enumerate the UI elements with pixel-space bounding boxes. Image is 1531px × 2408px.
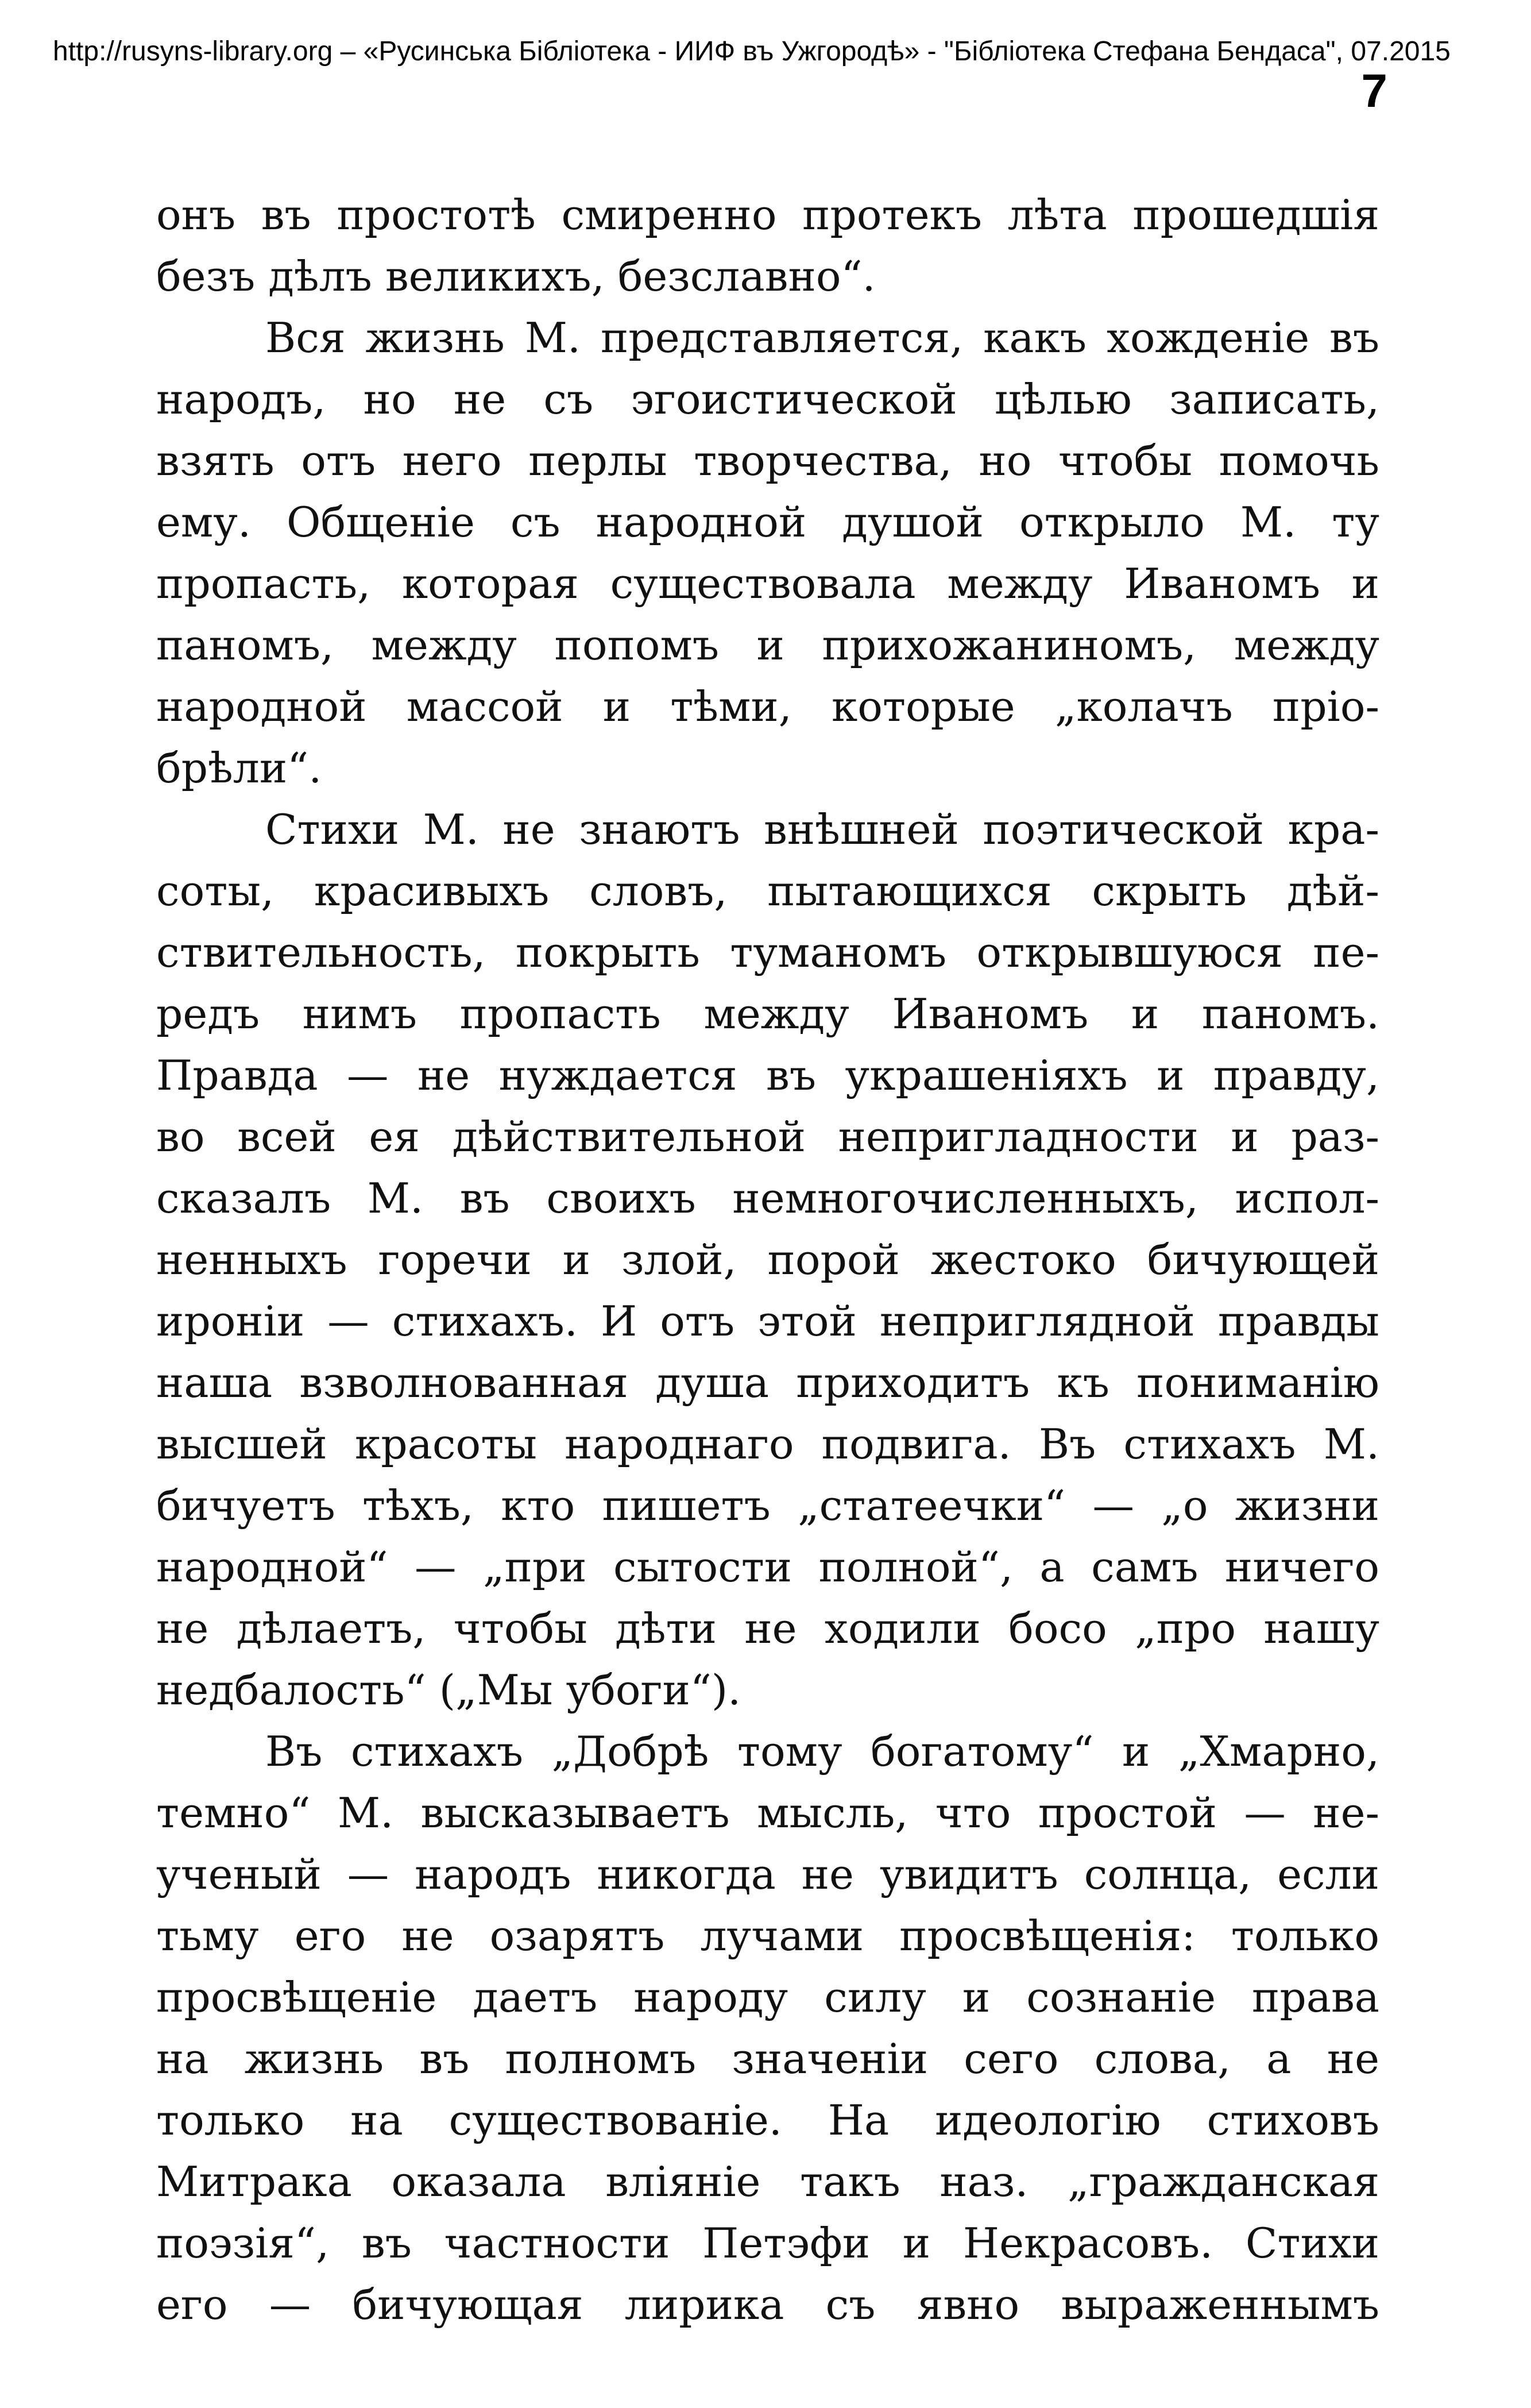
text-line: сказалъ М. въ своихъ немногочисленныхъ, испол- — [156, 1175, 1379, 1223]
text-line: брѣли“. — [156, 744, 322, 793]
text-line: пропасть, которая существовала между Иваномъ и — [156, 560, 1379, 608]
text-line: ему. Общеніе съ народной душой открыло М. ту — [156, 499, 1379, 547]
body-text — [156, 185, 1379, 2336]
text-line: Стихи М. не знаютъ внѣшней поэтической кра- — [265, 806, 1379, 854]
text-line: Митрака оказала вліяніе такъ наз. „гражданская — [156, 2158, 1379, 2206]
text-line: ироніи — стихахъ. И отъ этой неприглядной правды — [156, 1298, 1379, 1346]
text-line: паномъ, между попомъ и прихожаниномъ, между — [156, 622, 1379, 670]
text-line: во всей ея дѣйствительной непригладности и раз- — [156, 1113, 1379, 1161]
text-line: только на существованіе. На идеологію стиховъ — [156, 2097, 1379, 2145]
text-line: Вся жизнь М. представляется, какъ хожденіе въ — [265, 314, 1379, 362]
text-line: Въ стихахъ „Добрѣ тому богатому“ и „Хмарно, — [265, 1728, 1379, 1776]
text-line: недбалость“ („Мы убоги“). — [156, 1666, 741, 1715]
paragraph-1 — [156, 185, 1379, 308]
paragraph-2 — [156, 308, 1379, 800]
text-line: темно“ М. высказываетъ мысль, что простой — не- — [156, 1789, 1379, 1838]
text-line: соты, красивыхъ словъ, пытающихся скрыть дѣй- — [156, 867, 1379, 916]
text-line: просвѣщеніе даетъ народу силу и сознаніе права — [156, 1974, 1379, 2022]
paragraph-3 — [156, 800, 1379, 1722]
paragraph-4 — [156, 1722, 1379, 2336]
text-line: народъ, но не съ эгоистической цѣлью записать, — [156, 376, 1379, 424]
text-line: народной массой и тѣми, которые „колачъ прio- — [156, 683, 1379, 731]
text-line: тьму его не озарятъ лучами просвѣщенія: только — [156, 1912, 1379, 1961]
text-line: на жизнь въ полномъ значеніи сего слова, а не — [156, 2035, 1379, 2083]
text-line: Правда — не нуждается въ украшеніяхъ и правду, — [156, 1052, 1379, 1100]
text-line: его — бичующая лирика съ явно выраженнымъ — [156, 2281, 1379, 2329]
text-line: поэзія“, въ частности Петэфи и Некрасовъ. Стихи — [156, 2220, 1379, 2268]
text-line: взять отъ него перлы творчества, но чтобы помочь — [156, 437, 1379, 485]
text-line: наша взволнованная душа приходитъ къ пониманію — [156, 1359, 1379, 1407]
text-line: высшей красоты народнаго подвига. Въ стихахъ М. — [156, 1421, 1379, 1469]
text-line: народной“ — „при сытости полной“, а самъ ничего — [156, 1543, 1379, 1592]
text-line: ствительность, покрыть туманомъ открывшуюся пе- — [156, 929, 1379, 977]
text-line: не дѣлаетъ, чтобы дѣти не ходили босо „про нашу — [156, 1605, 1379, 1653]
text-line: безъ дѣлъ великихъ, безславно“. — [156, 253, 876, 301]
source-header: http://rusyns-library.org – «Русинська Бібліотека - ИИФ въ Ужгородѣ» - "Бібліотека Стефана Бендаса", 07.2015 — [53, 36, 1451, 67]
text-line: ненныхъ горечи и злой, порой жестоко бичующей — [156, 1236, 1379, 1284]
page-number: 7 — [1361, 65, 1387, 117]
text-line: ученый — народъ никогда не увидитъ солнца, если — [156, 1851, 1379, 1899]
text-line: редъ нимъ пропасть между Иваномъ и паномъ. — [156, 990, 1379, 1039]
text-line: онъ въ простотѣ смиренно протекъ лѣта прошедшія — [156, 191, 1379, 240]
text-line: бичуетъ тѣхъ, кто пишетъ „статеечки“ — „о жизни — [156, 1482, 1379, 1530]
